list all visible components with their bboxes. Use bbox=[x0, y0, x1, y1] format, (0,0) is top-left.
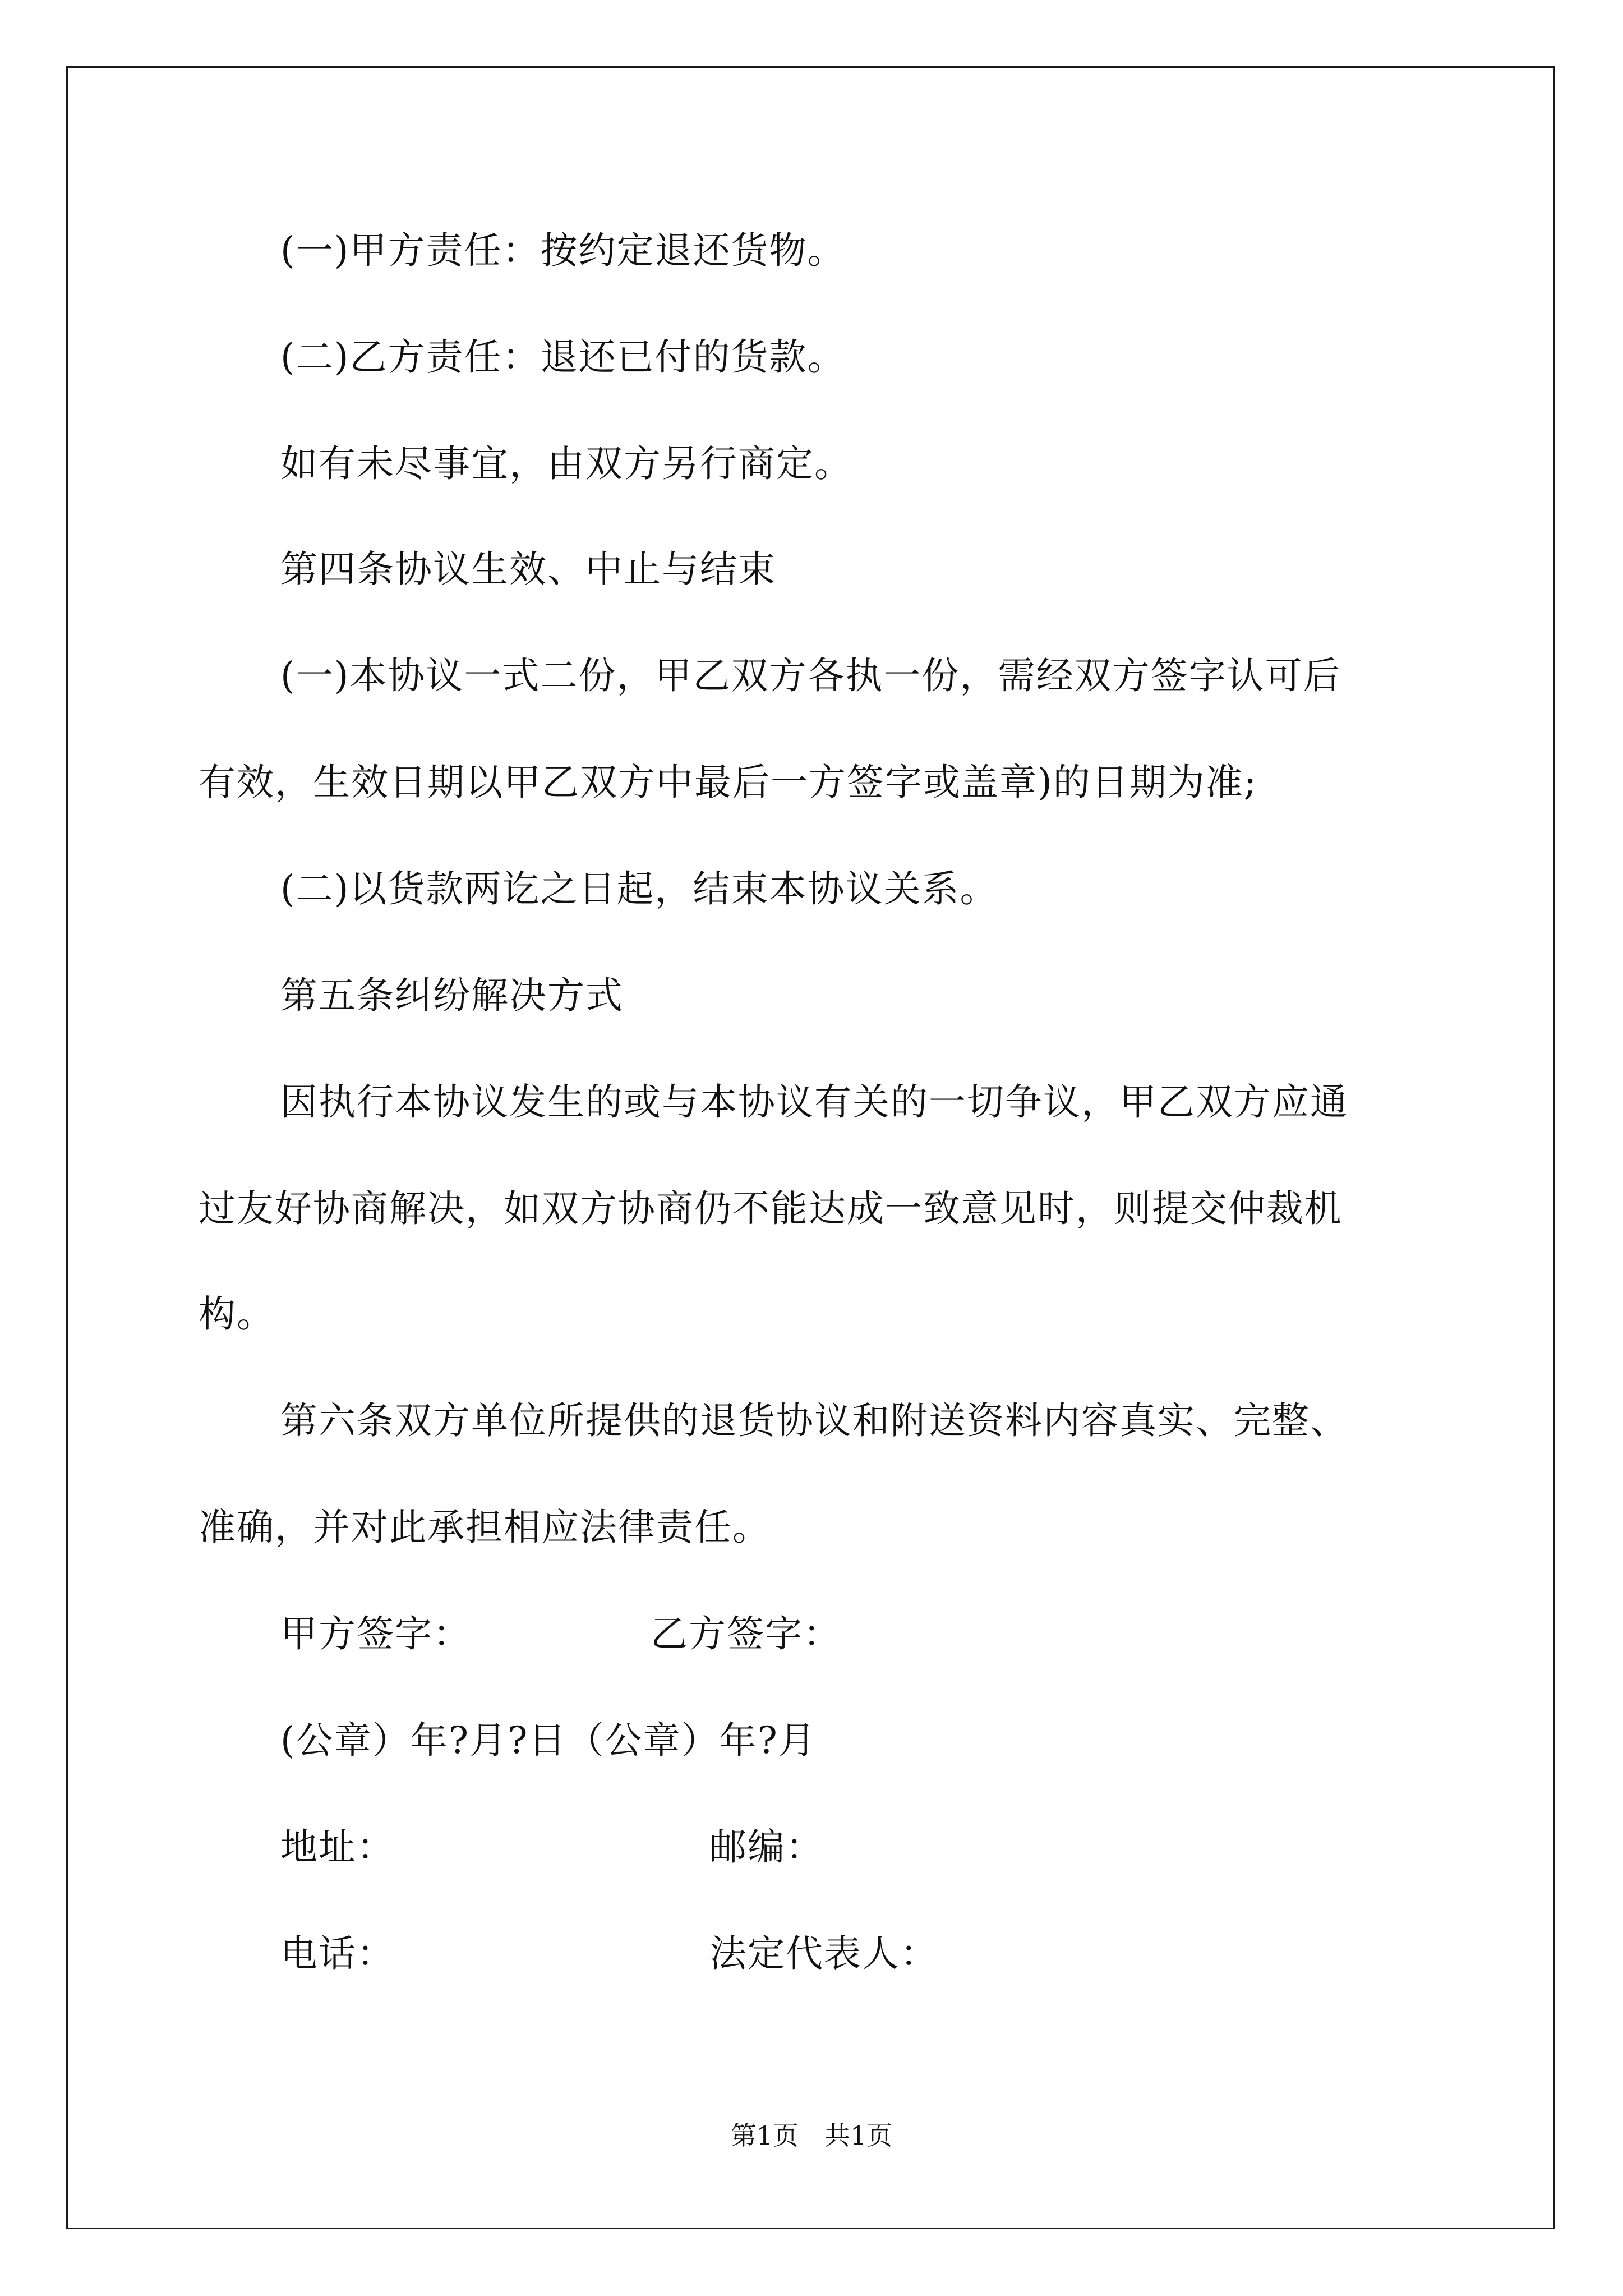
contact-row bbox=[280, 1931, 938, 1976]
page-total: 共1页 bbox=[824, 2120, 893, 2151]
page-number: 第1页 bbox=[730, 2120, 799, 2151]
party-b-signature-label: 乙方签字： bbox=[651, 1612, 841, 1655]
page-border bbox=[66, 66, 1555, 2229]
section-heading: 第四条协议生效、中止与结束 bbox=[280, 547, 776, 591]
paragraph-line: 如有未尽事宜，由双方另行商定。 bbox=[280, 442, 852, 485]
paragraph-line: (二)乙方责任：退还已付的货款。 bbox=[280, 335, 846, 379]
page-footer bbox=[0, 2119, 1623, 2152]
paragraph-line: 过友好协商解决，如双方协商仍不能达成一致意见时，则提交仲裁机 bbox=[199, 1187, 1343, 1230]
section-heading: 第五条纠纷解决方式 bbox=[280, 974, 624, 1017]
postcode-label: 邮编： bbox=[709, 1825, 824, 1869]
paragraph-line: 准确，并对此承担相应法律责任。 bbox=[199, 1506, 771, 1549]
seal-date-line: (公章）年?月?日（公章）年?月 bbox=[280, 1719, 817, 1762]
paragraph-line: (二)以货款两讫之日起，结束本协议关系。 bbox=[280, 867, 998, 910]
party-a-signature-label: 甲方签字： bbox=[280, 1612, 471, 1655]
signature-row bbox=[280, 1612, 841, 1657]
legal-representative-label: 法定代表人： bbox=[709, 1932, 938, 1975]
phone-label: 电话： bbox=[280, 1932, 395, 1975]
paragraph-line: (一)本协议一式二份，甲乙双方各执一份，需经双方签字认可后 bbox=[280, 654, 1341, 697]
paragraph-line: 因执行本协议发生的或与本协议有关的一切争议，甲乙双方应通 bbox=[280, 1080, 1348, 1124]
paragraph-line: 构。 bbox=[199, 1292, 275, 1336]
address-row bbox=[280, 1825, 824, 1870]
address-label: 地址： bbox=[280, 1825, 395, 1869]
paragraph-line: 第六条双方单位所提供的退货协议和附送资料内容真实、完整、 bbox=[280, 1399, 1348, 1442]
paragraph-line: 有效，生效日期以甲乙双方中最后一方签字或盖章)的日期为准; bbox=[199, 761, 1257, 804]
paragraph-line: (一)甲方责任：按约定退还货物。 bbox=[280, 229, 846, 272]
